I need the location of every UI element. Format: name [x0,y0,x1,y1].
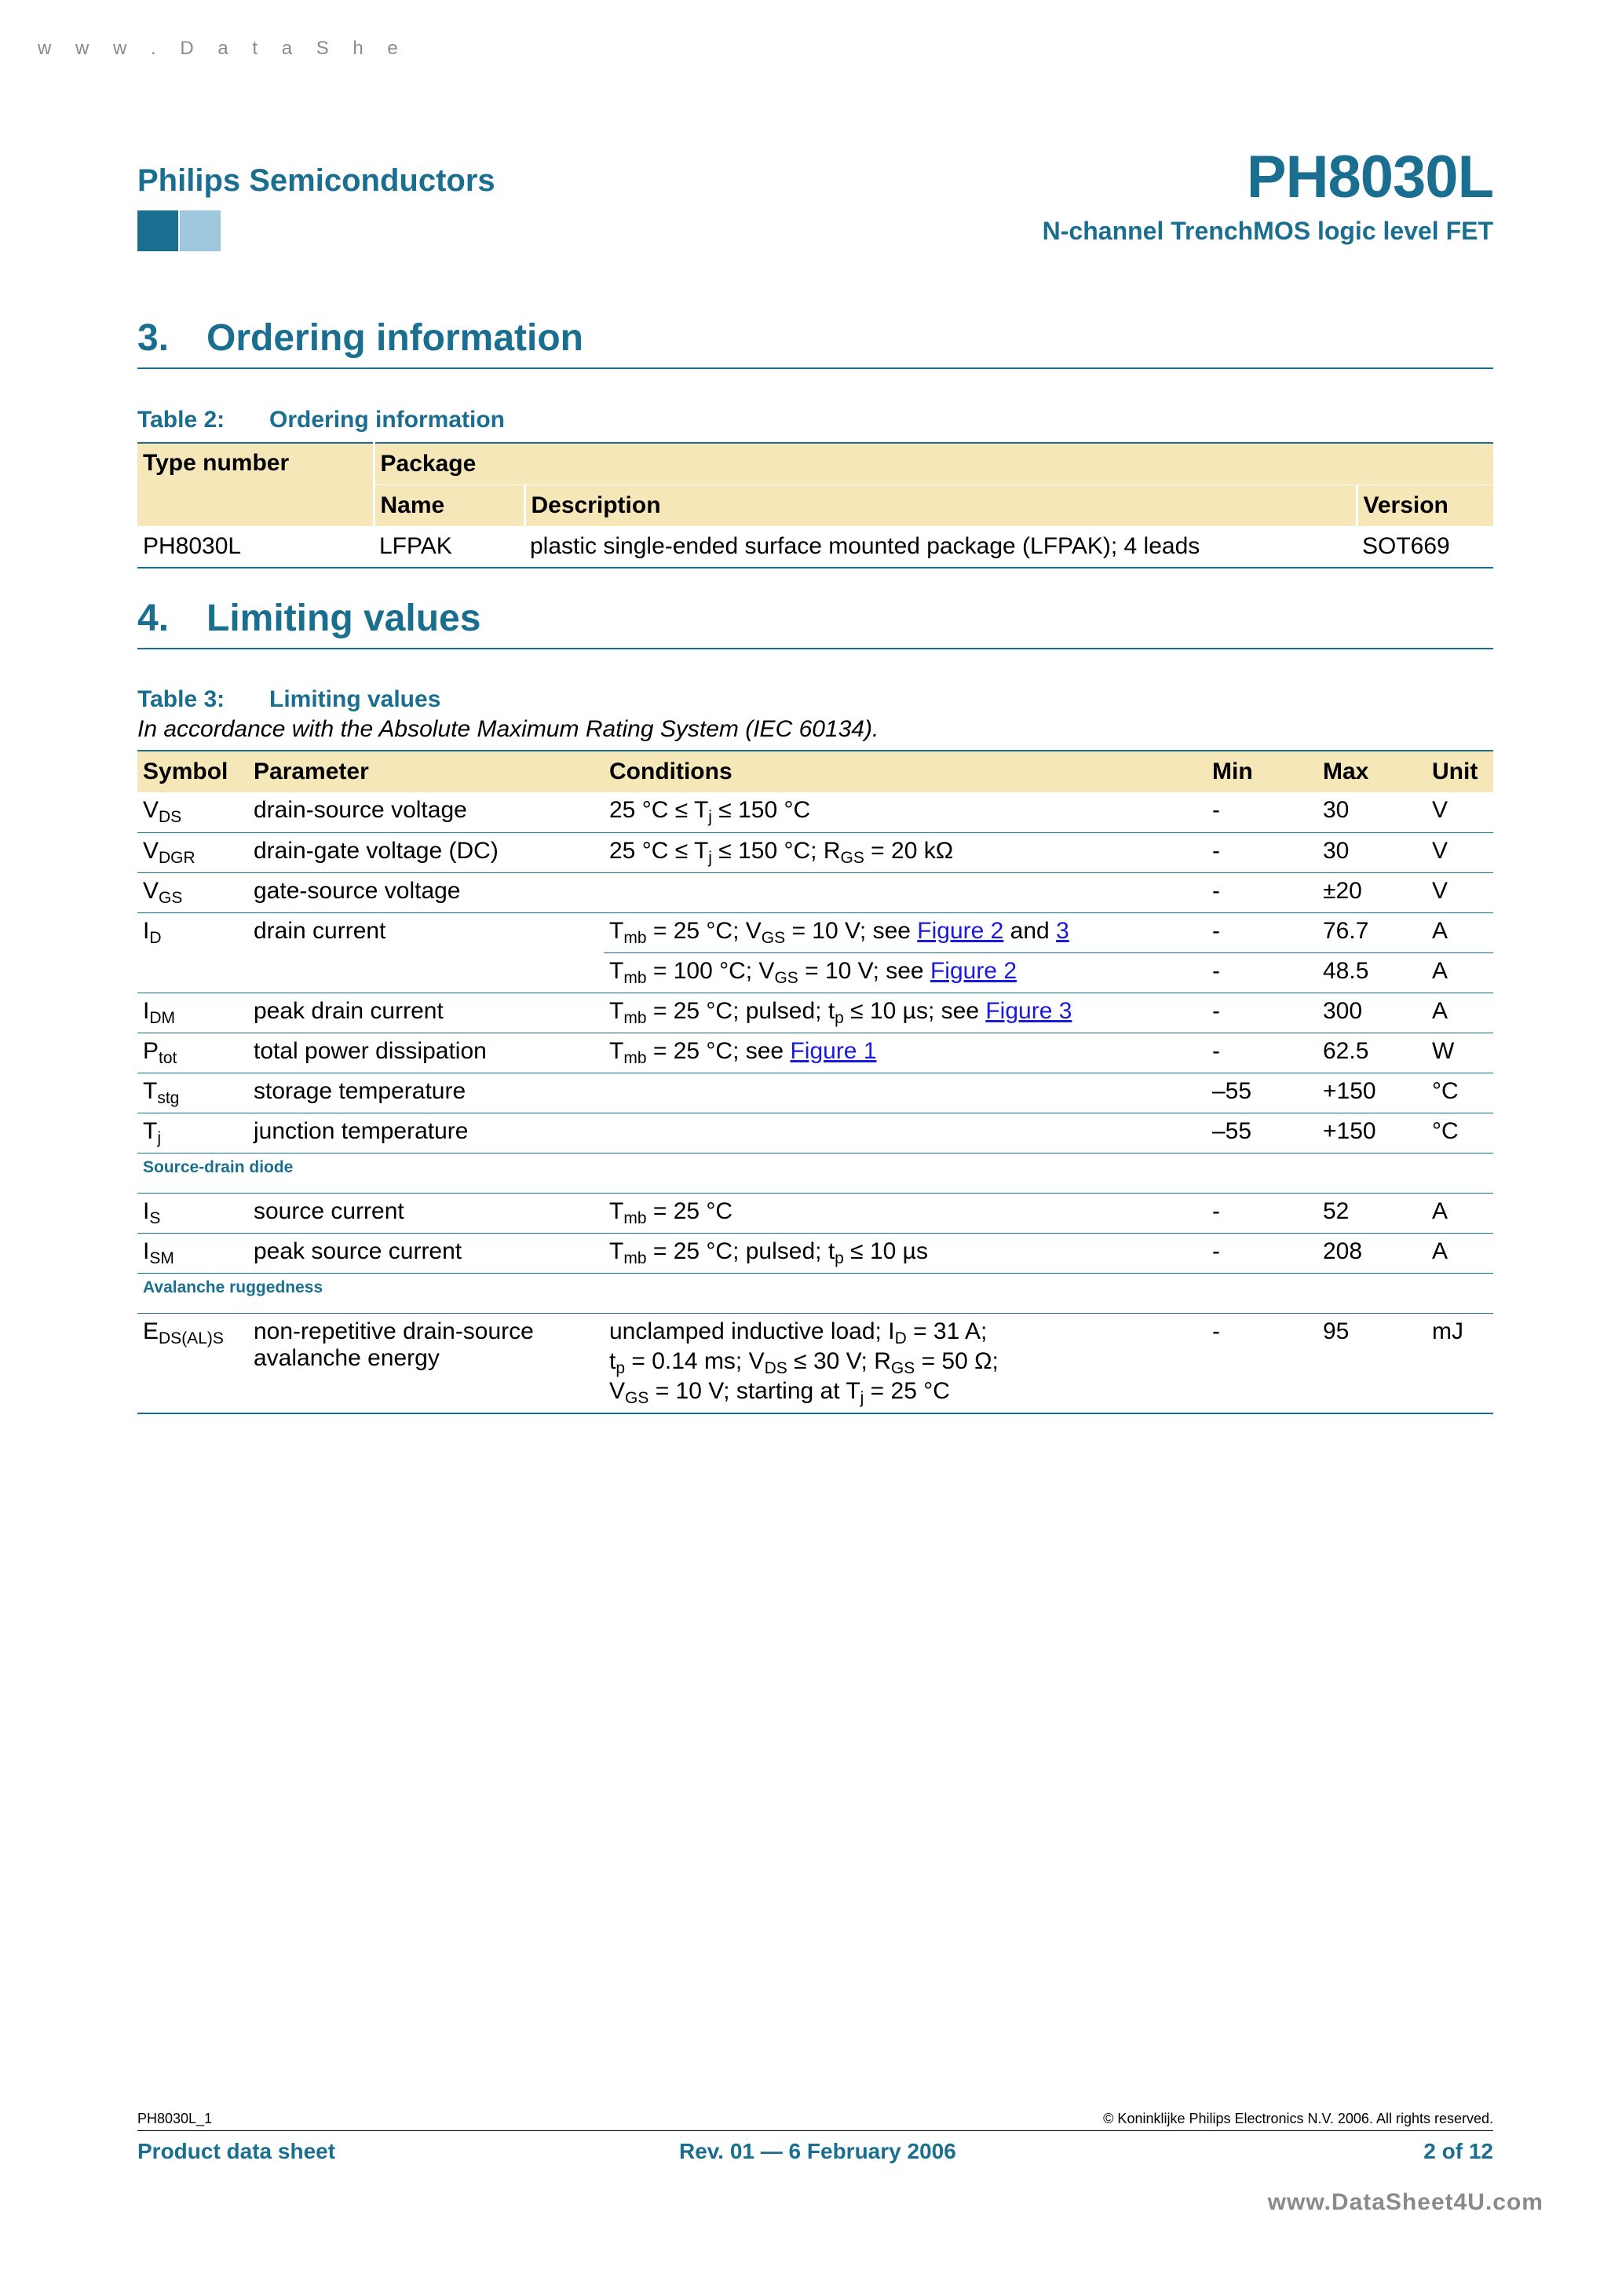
section-rule [137,648,1493,649]
table-subheader-avalanche [137,1273,1493,1313]
footer-rule [137,2130,1493,2131]
table-label: Table 2: [137,407,225,433]
table-row [137,1073,1493,1113]
cell-unit: mJ [1427,1313,1493,1413]
table-row [137,952,1493,993]
cell-conditions: $T_{mb} = 25$ °C; $V_{GS} = 10$ V; see Figure 2 and 3 [604,912,1207,952]
cell-conditions: $T_{mb} = 100$ °C; $V_{GS} = 10$ V; see Figure 2 [604,952,1207,993]
cell-parameter: junction temperature [248,1113,604,1153]
table-row [137,1033,1493,1073]
cell-min: –55 [1207,1073,1317,1113]
cell-parameter: peak drain current [248,993,604,1033]
cell-symbol: $I_D$ [143,917,162,947]
link-figure-2[interactable]: Figure 2 [917,917,1004,944]
cell-unit: W [1427,1033,1493,1073]
cell-parameter: drain current [254,917,386,944]
header-conditions: Conditions [604,751,1207,792]
cell-symbol [137,952,248,993]
table-row [137,526,1493,568]
cell-max: 62.5 [1317,1033,1427,1073]
link-figure-3[interactable]: Figure 3 [985,997,1072,1024]
table-row [137,1193,1493,1233]
cell-min: - [1207,1233,1317,1273]
cell-symbol: $T_j$ [137,1113,248,1153]
cell-parameter: peak source current [248,1233,604,1273]
table-title: Limiting values [269,686,441,712]
footer-doc-type: Product data sheet [137,2139,336,2163]
section-rule [137,367,1493,369]
table-row [137,1113,1493,1153]
cell-max: 30 [1317,792,1427,832]
cell-type-number: PH8030L [137,526,374,568]
section-title: Ordering information [206,317,583,359]
cell-symbol: $V_{DGR}$ [137,832,248,872]
cell-version: SOT669 [1357,526,1493,568]
footer-revision: Rev. 01 — 6 February 2006 [679,2139,956,2163]
cell-min: - [1207,1033,1317,1073]
cell-conditions: $T_{mb} = 25$ °C; pulsed; $t_p \le 10$ µs [604,1233,1207,1273]
cell-unit: A [1427,912,1493,952]
cell-unit: A [1427,952,1493,993]
cell-max: +150 [1317,1073,1427,1113]
link-figure-1[interactable]: Figure 1 [790,1037,877,1064]
cell-description: plastic single-ended surface mounted package (LFPAK); 4 leads [524,526,1357,568]
header-parameter: Parameter [248,751,604,792]
cell-max: +150 [1317,1113,1427,1153]
cell-symbol: $E_{DS(AL)S}$ [137,1313,248,1413]
header-package: Package [374,443,1493,485]
header-unit: Unit [1427,751,1493,792]
cell-unit: °C [1427,1113,1493,1153]
logo-dark-square [137,210,178,251]
cell-min: - [1207,912,1317,952]
table-subheader-source-drain [137,1153,1493,1193]
section-heading-limiting [137,597,480,640]
section-number: 4. [137,598,170,639]
cell-parameter: drain-gate voltage (DC) [248,832,604,872]
cell-symbol: $I_{SM}$ [137,1233,248,1273]
cell-name: LFPAK [374,526,524,568]
cell-max: ±20 [1317,872,1427,912]
document-subtitle: N-channel TrenchMOS logic level FET [1042,217,1493,245]
table-row [137,912,1493,952]
part-number: PH8030L [1246,144,1493,210]
cell-conditions: $T_{mb} = 25$ °C [604,1193,1207,1233]
brand-squares-logo [137,210,221,251]
cell-unit: V [1427,832,1493,872]
cell-unit: °C [1427,1073,1493,1113]
cell-parameter: source current [248,1193,604,1233]
table-caption-limiting [137,686,440,713]
cell-min: - [1207,792,1317,832]
footer-copyright: © Koninklijke Philips Electronics N.V. 2006. All rights reserved. [1103,2111,1493,2126]
header-version: Version [1357,485,1493,527]
company-name: Philips Semiconductors [137,163,495,198]
section-title: Limiting values [206,598,481,639]
cell-conditions [604,872,1207,912]
cell-conditions [604,1073,1207,1113]
cell-unit: A [1427,1193,1493,1233]
cell-unit: A [1427,993,1493,1033]
table-row [137,993,1493,1033]
cell-unit: V [1427,792,1493,832]
cell-max: 30 [1317,832,1427,872]
cell-conditions: $T_{mb} = 25$ °C; see Figure 1 [604,1033,1207,1073]
header-min: Min [1207,751,1317,792]
table-note: In accordance with the Absolute Maximum Rating System (IEC 60134). [137,716,879,742]
header-symbol: Symbol [137,751,248,792]
link-figure-3[interactable]: 3 [1056,917,1069,944]
cell-min: - [1207,1193,1317,1233]
table-row [137,872,1493,912]
cell-conditions: 25 $^\circ C \le T_j \le 150$ °C; $R_{GS} = 20$ kΩ [604,832,1207,872]
link-figure-2[interactable]: Figure 2 [930,957,1017,984]
cell-symbol: $I_S$ [137,1193,248,1233]
cell-unit: V [1427,872,1493,912]
table-row [137,792,1493,832]
limiting-values-table [137,750,1493,1414]
logo-light-square [180,210,221,251]
table-row [137,832,1493,872]
cell-max: 52 [1317,1193,1427,1233]
cell-conditions: unclamped inductive load; $I_D = 31$ A; $t_p = 0.14$ ms; $V_{DS} \le 30$ V; $R_{GS} = 50$ Ω; $V_{GS} = 10$ V; starting at $T_j = 25$ °C [604,1313,1207,1413]
cell-unit: A [1427,1233,1493,1273]
table-row [137,1233,1493,1273]
header-type-number: Type number [137,443,374,526]
watermark-bottom: www.DataSheet4U.com [1267,2189,1543,2215]
header-description: Description [524,485,1357,527]
cell-max: 95 [1317,1313,1427,1413]
table-title: Ordering information [269,407,505,433]
cell-parameter: storage temperature [248,1073,604,1113]
subheader-label: Source-drain diode [137,1153,1493,1193]
header-max: Max [1317,751,1427,792]
table-row [137,1313,1493,1413]
cell-min: –55 [1207,1113,1317,1153]
table-label: Table 3: [137,686,225,712]
cell-min: - [1207,872,1317,912]
cell-parameter: drain-source voltage [248,792,604,832]
cell-symbol: $V_{GS}$ [137,872,248,912]
cell-max: 300 [1317,993,1427,1033]
header-name: Name [374,485,524,527]
ordering-information-table [137,442,1493,569]
cell-max: 48.5 [1317,952,1427,993]
footer-doc-id: PH8030L_1 [137,2111,213,2126]
section-heading-ordering [137,316,583,360]
cell-parameter: total power dissipation [248,1033,604,1073]
cell-conditions: $T_{mb} = 25$ °C; pulsed; $t_p \le 10$ µs; see Figure 3 [604,993,1207,1033]
subheader-label: Avalanche ruggedness [137,1273,1493,1313]
cell-min: - [1207,952,1317,993]
cell-symbol: $I_{DM}$ [137,993,248,1033]
cell-min: - [1207,1313,1317,1413]
cell-max: 208 [1317,1233,1427,1273]
cell-min: - [1207,993,1317,1033]
section-number: 3. [137,317,170,359]
cell-parameter: gate-source voltage [248,872,604,912]
cell-conditions: 25 $^\circ C \le T_j \le 150$ °C [604,792,1207,832]
cell-min: - [1207,832,1317,872]
cell-max: 76.7 [1317,912,1427,952]
cell-parameter [248,952,604,993]
cell-symbol: $P_{tot}$ [137,1033,248,1073]
cell-conditions [604,1113,1207,1153]
cell-parameter: non-repetitive drain-source avalanche energy [248,1313,604,1413]
cell-symbol: $V_{DS}$ [137,792,248,832]
watermark-top: w w w . D a t a S h e [38,38,407,59]
footer-page-number: 2 of 12 [1423,2139,1493,2163]
cell-symbol: $T_{stg}$ [137,1073,248,1113]
table-caption-ordering [137,407,505,433]
